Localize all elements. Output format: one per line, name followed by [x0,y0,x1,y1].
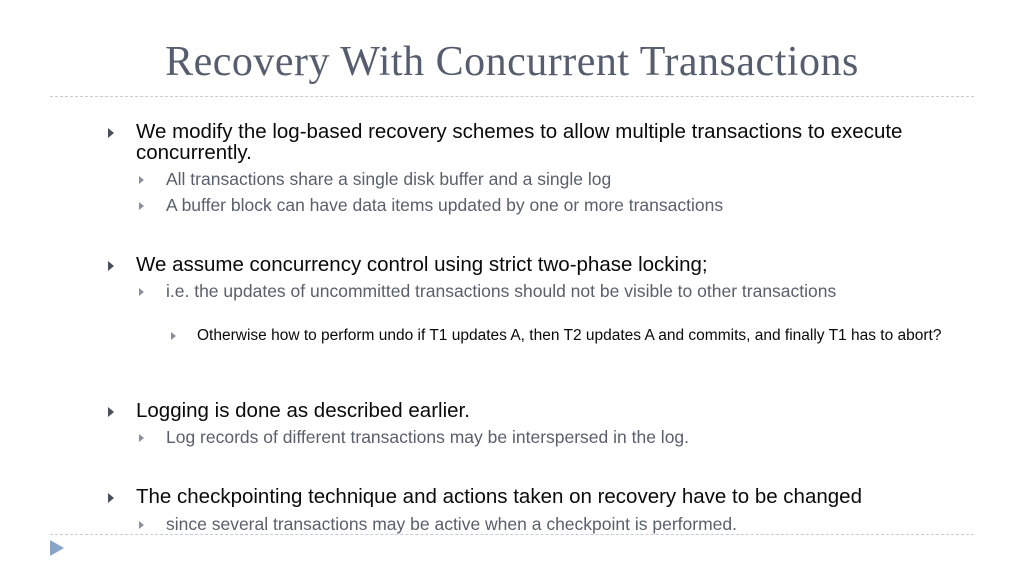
bullet-2-text: We assume concurrency control using strict two-phase locking; [136,253,708,276]
triangle-bullet-icon [108,493,114,503]
play-triangle-icon[interactable] [50,540,64,556]
triangle-bullet-icon [108,407,114,417]
bullet-4-text: The checkpointing technique and actions taken on recovery have to be changed [136,485,862,508]
bullet-1-2-text: A buffer block can have data items updated by one or more transactions [166,195,724,215]
triangle-bullet-icon [139,521,144,529]
bullet-2-1-text: i.e. the updates of uncommitted transactions should not be visible to other transactions [166,281,837,301]
triangle-bullet-icon [171,332,176,340]
bullet-4-1-text: since several transactions may be active when a checkpoint is performed. [166,514,737,534]
triangle-bullet-icon [108,261,114,271]
bullet-2-1-1-text: Otherwise how to perform undo if T1 updates A, then T2 updates A and commits, and finally T1 has to abort? [197,327,942,344]
bullet-3-1-text: Log records of different transactions may be interspersed in the log. [166,427,690,447]
bullet-1-text: We modify the log-based recovery schemes to allow multiple transactions to execute concurrently. [136,120,903,164]
slide-title: Recovery With Concurrent Transactions [165,39,859,85]
triangle-bullet-icon [139,288,144,296]
footer-divider [50,534,974,535]
triangle-bullet-icon [139,202,144,210]
triangle-bullet-icon [139,176,144,184]
bullet-3-text: Logging is done as described earlier. [136,399,470,422]
triangle-bullet-icon [139,434,144,442]
bullet-1-1-text: All transactions share a single disk buffer and a single log [166,169,612,189]
triangle-bullet-icon [108,128,114,138]
title-divider [50,96,974,97]
